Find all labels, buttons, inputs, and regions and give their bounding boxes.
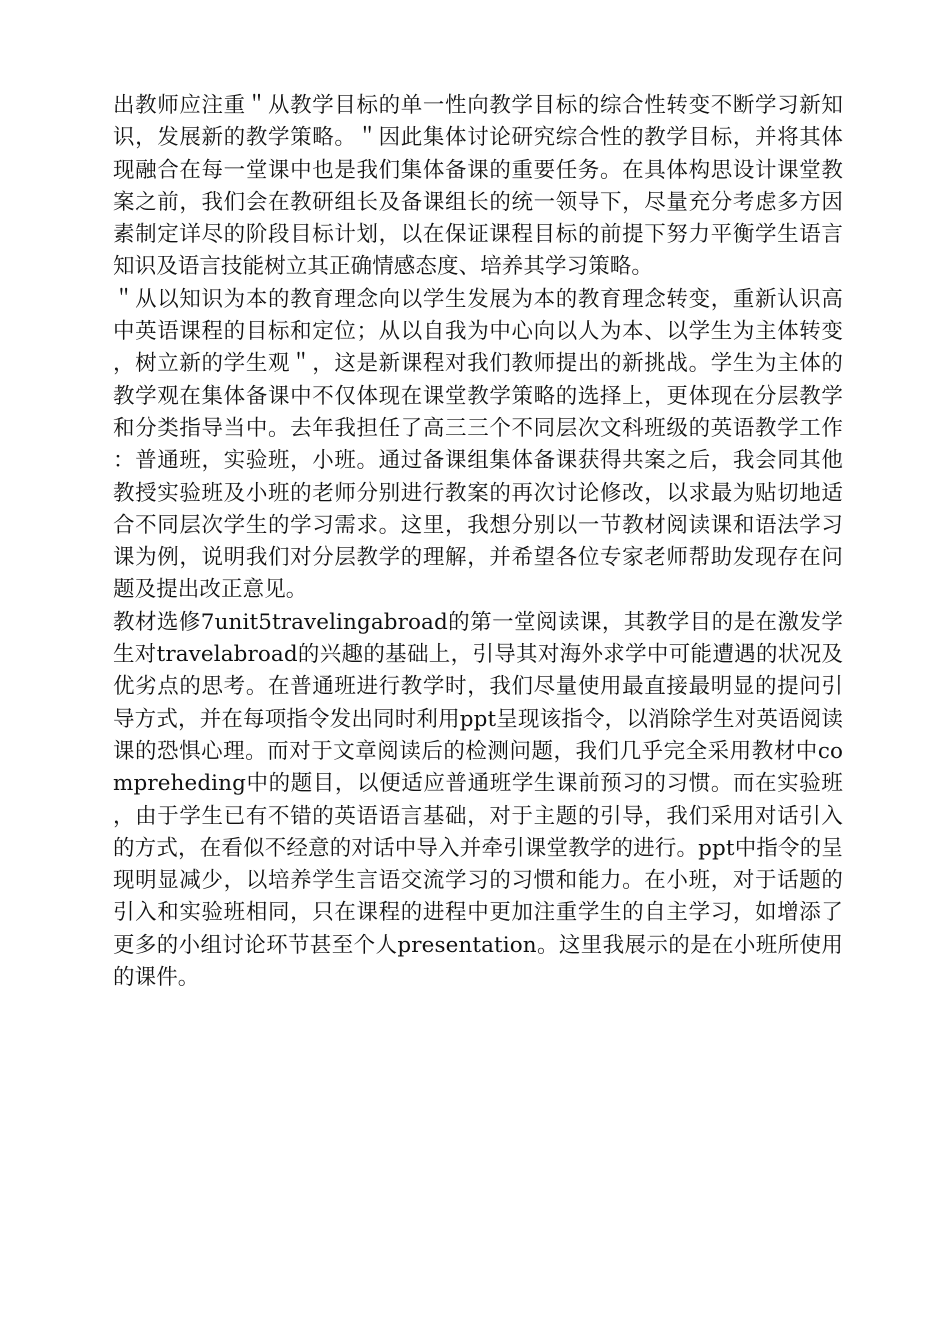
document-body [113,90,843,994]
paragraph-1: 出教师应注重＂从教学目标的单一性向教学目标的综合性转变不断学习新知识，发展新的教学策略。＂因此集体讨论研究综合性的教学目标，并将其体现融合在每一堂课中也是我们集体备课的重要任务。在具体构思设计课堂教案之前，我们会在教研组长及备课组长的统一领导下，尽量充分考虑多方因素制定详尽的阶段目标计划，以在保证课程目标的前提下努力平衡学生语言知识及语言技能树立其正确情感态度、培养其学习策略。 [113,93,843,280]
paragraph-3: 教材选修7unit5travelingabroad的第一堂阅读课，其教学目的是在激发学生对travelabroad的兴趣的基础上，引导其对海外求学中可能遭遇的状况及优劣点的思考。在普通班进行教学时，我们尽量使用最直接最明显的提问引导方式，并在每项指令发出同时利用ppt呈现该指令，以消除学生对英语阅读课的恐惧心理。而对于文章阅读后的检测问题，我们几乎完全采用教材中compreheding中的题目，以便适应普通班学生课前预习的习惯。而在实验班，由于学生已有不错的英语语言基础，对于主题的引导，我们采用对话引入的方式，在看似不经意的对话中导入并牵引课堂教学的进行。ppt中指令的呈现明显减少，以培养学生言语交流学习的习惯和能力。在小班，对于话题的引入和实验班相同，只在课程的进程中更加注重学生的自主学习，如增添了更多的小组讨论环节甚至个人presentation。这里我展示的是在小班所使用的课件。 [113,609,843,991]
paragraph-2: ＂从以知识为本的教育理念向以学生发展为本的教育理念转变，重新认识高中英语课程的目标和定位；从以自我为中心向以人为本、以学生为主体转变，树立新的学生观＂，这是新课程对我们教师提出的新挑战。学生为主体的教学观在集体备课中不仅体现在课堂教学策略的选择上，更体现在分层教学和分类指导当中。去年我担任了高三三个不同层次文科班级的英语教学工作：普通班，实验班，小班。通过备课组集体备课获得共案之后，我会同其他教授实验班及小班的老师分别进行教案的再次讨论修改，以求最为贴切地适合不同层次学生的学习需求。这里，我想分别以一节教材阅读课和语法学习课为例，说明我们对分层教学的理解，并希望各位专家老师帮助发现存在问题及提出改正意见。 [113,286,843,603]
